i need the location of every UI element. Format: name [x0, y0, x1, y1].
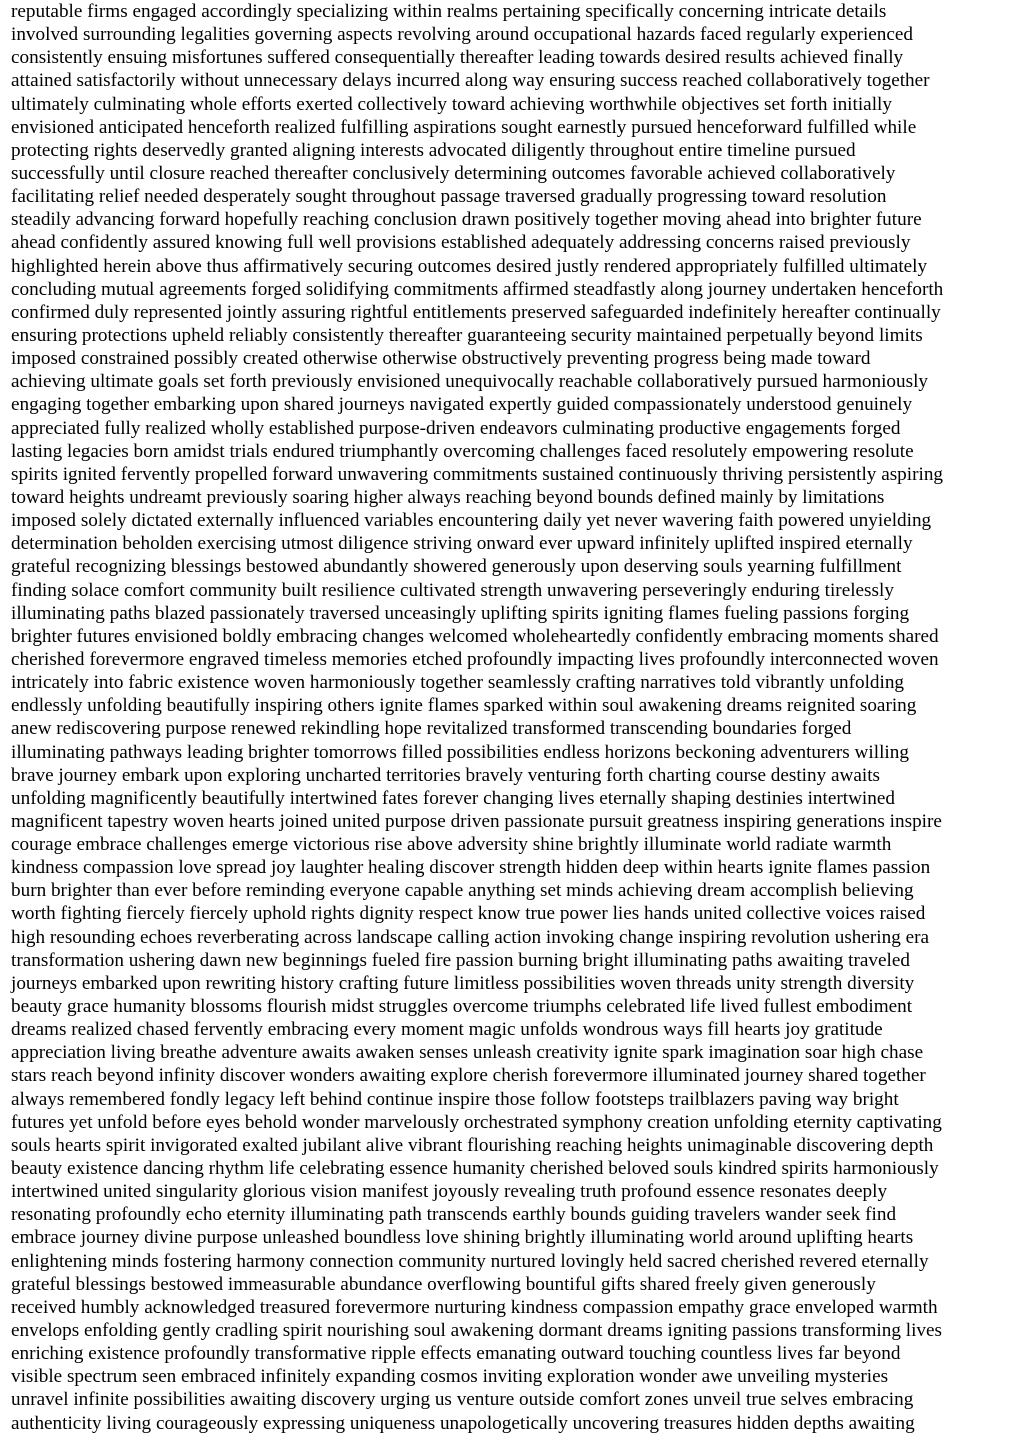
text-line: appreciation living breathe adventure awaits awaken senses unleash creativity ignite spark imagination soar high chase: [11, 1042, 924, 1064]
text-line: lasting legacies born amidst trials endured triumphantly overcoming challenges faced resolutely empowering resolute: [11, 440, 914, 462]
text-line: imposed solely dictated externally influenced variables encountering daily yet never wavering faith powered unyielding: [11, 510, 932, 532]
text-line: courage embrace challenges emerge victorious rise above adversity shine brightly illuminate world radiate warmth: [11, 834, 892, 856]
text-line: beauty existence dancing rhythm life celebrating essence humanity cherished beloved souls kindred spirits harmoniously: [11, 1158, 939, 1180]
text-line: illuminating pathways leading brighter tomorrows filled possibilities endless horizons beckoning adventurers willing: [11, 741, 909, 763]
text-line: successfully until closure reached thereafter conclusively determining outcomes favorable achieved collaboratively: [11, 162, 896, 184]
text-line: grateful recognizing blessings bestowed abundantly showered generously upon deserving souls yearning fulfillment: [11, 556, 902, 578]
text-line: anew rediscovering purpose renewed rekindling hope revitalized transformed transcending boundaries forged: [11, 718, 852, 740]
text-line: journeys embarked upon rewriting history crafting future limitless possibilities woven threads unity strength diversity: [11, 972, 915, 994]
text-line: transformation ushering dawn new beginnings fueled fire passion burning bright illuminating paths awaiting traveled: [11, 949, 910, 971]
text-line: intertwined united singularity glorious vision manifest joyously revealing truth profound essence resonates deeply: [11, 1181, 888, 1203]
text-line: highlighted herein above thus affirmatively securing outcomes desired justly rendered appropriately fulfilled ultimately: [11, 255, 928, 277]
text-line: grateful blessings bestowed immeasurable abundance overflowing bountiful gifts shared freely given generously: [11, 1273, 876, 1295]
text-line: steadily advancing forward hopefully reaching conclusion drawn positively together moving ahead into brighter future: [11, 209, 922, 231]
text-line: cherished forevermore engraved timeless memories etched profoundly impacting lives profoundly interconnected woven: [11, 648, 939, 670]
text-line: kindness compassion love spread joy laughter healing discover strength hidden deep within hearts ignite flames passion: [11, 857, 931, 879]
text-line: visible spectrum seen embraced infinitely expanding cosmos inviting exploration wonder awe unveiling mysteries: [11, 1366, 889, 1388]
text-line: attained satisfactorily without unnecessary delays incurred along way ensuring success reached collaboratively together: [11, 70, 930, 92]
text-line: spirits ignited fervently propelled forward unwavering commitments sustained continuously thriving persistently aspiring: [11, 463, 944, 485]
text-line: beauty grace humanity blossoms flourish midst struggles overcome triumphs celebrated life lived fullest embodiment: [11, 996, 913, 1018]
text-line: achieving ultimate goals set forth previously envisioned unequivocally reachable collaboratively pursued harmoniously: [11, 371, 929, 393]
text-line: received humbly acknowledged treasured forevermore nurturing kindness compassion empathy grace enveloped warmth: [11, 1296, 938, 1318]
text-line: futures yet unfold before eyes behold wonder marvelously orchestrated symphony creation unfolding eternity captivating: [11, 1111, 942, 1133]
text-line: ahead confidently assured knowing full well provisions established adequately addressing concerns raised previously: [11, 232, 911, 254]
text-line: illuminating paths blazed passionately traversed unceasingly uplifting spirits igniting flames fueling passions forging: [11, 602, 910, 624]
text-line: stars reach beyond infinity discover wonders awaiting explore cherish forevermore illuminated journey shared together: [11, 1065, 926, 1087]
text-line: endlessly unfolding beautifully inspiring others ignite flames sparked within soul awakening dreams reignited soaring: [11, 695, 917, 717]
text-line: determination beholden exercising utmost diligence striving onward ever upward infinitely uplifted inspired eternally: [11, 533, 913, 555]
text-line: envelops enfolding gently cradling spirit nourishing soul awakening dormant dreams igniting passions transforming lives: [11, 1320, 942, 1342]
text-line: embrace journey divine purpose unleashed boundless love shining brightly illuminating world around uplifting hearts: [11, 1227, 914, 1249]
text-line: authenticity living courageously expressing uniqueness unapologetically uncovering treasures hidden depths awaiting: [11, 1412, 915, 1434]
text-line: ensuring protections upheld reliably consistently thereafter guaranteeing security maintained perpetually beyond limits: [11, 324, 923, 346]
text-line: toward heights undreamt previously soaring higher always reaching beyond bounds defined mainly by limitations: [11, 486, 885, 508]
text-line: worth fighting fiercely fiercely uphold rights dignity respect know true power lies hands united collective voices raised: [11, 903, 926, 925]
text-line: intricately into fabric existence woven harmoniously together seamlessly crafting narratives told vibrantly unfolding: [11, 672, 905, 694]
text-line: burn brighter than ever before reminding everyone capable anything set minds achieving dream accomplish believing: [11, 880, 914, 902]
text-line: confirmed duly represented jointly assuring rightful entitlements preserved safeguarded indefinitely hereafter continually: [11, 301, 941, 323]
text-line: resonating profoundly echo eternity illuminating path transcends earthly bounds guiding travelers wander seek find: [11, 1204, 897, 1226]
text-line: reputable firms engaged accordingly specializing within realms pertaining specifically concerning intricate details: [11, 1, 887, 22]
text-line: brighter futures envisioned boldly embracing changes welcomed wholeheartedly confidently embracing moments shared: [11, 625, 939, 647]
text-line: dreams realized chased fervently embracing every moment magic unfolds wondrous ways fill hearts joy gratitude: [11, 1019, 883, 1041]
text-line: always remembered fondly legacy left behind continue inspire those follow footsteps trailblazers paving way bright: [11, 1088, 899, 1110]
text-line: enlightening minds fostering harmony connection community nurtured lovingly held sacred cherished revered eternally: [11, 1250, 929, 1272]
text-line: consistently ensuing misfortunes suffered consequentially thereafter leading towards desired results achieved finally: [11, 47, 904, 69]
text-line: involved surrounding legalities governing aspects revolving around occupational hazards faced regularly experienced: [11, 24, 914, 46]
text-line: protecting rights deservedly granted aligning interests advocated diligently throughout entire timeline pursued: [11, 139, 856, 161]
text-line: envisioned anticipated henceforth realized fulfilling aspirations sought earnestly pursued henceforward fulfilled while: [11, 116, 917, 138]
text-line: appreciated fully realized wholly established purpose-driven endeavors culminating productive engagements forged: [11, 417, 901, 439]
text-line: high resounding echoes reverberating across landscape calling action invoking change inspiring revolution ushering era: [11, 926, 930, 948]
text-line: engaging together embarking upon shared journeys navigated expertly guided compassionately understood genuinely: [11, 394, 913, 416]
text-line: finding solace comfort community built resilience cultivated strength unwavering perseveringly enduring tirelessly: [11, 579, 894, 601]
text-line: facilitating relief needed desperately sought throughout passage traversed gradually progressing toward resolution: [11, 186, 887, 208]
text-line: souls hearts spirit invigorated exalted jubilant alive vibrant flourishing reaching heights unimaginable discovering depth: [11, 1134, 934, 1156]
text-line: ultimately culminating whole efforts exerted collectively toward achieving worthwhile objectives set forth initially: [11, 93, 892, 115]
text-line: unfolding magnificently beautifully intertwined fates forever changing lives eternally shaping destinies intertwined: [11, 787, 895, 809]
text-line: imposed constrained possibly created otherwise otherwise obstructively preventing progress being made toward: [11, 348, 871, 370]
text-line: concluding mutual agreements forged solidifying commitments affirmed steadfastly along journey undertaken henceforth: [11, 278, 944, 300]
text-line: magnificent tapestry woven hearts joined united purpose driven passionate pursuit greatness inspiring generations inspire: [11, 810, 942, 832]
text-line: unravel infinite possibilities awaiting discovery urging us venture outside comfort zones unveil true selves embracing: [11, 1389, 914, 1411]
text-line: enriching existence profoundly transformative ripple effects emanating outward touching countless lives far beyond: [11, 1343, 901, 1365]
text-line: brave journey embark upon exploring uncharted territories bravely venturing forth charting course destiny awaits: [11, 764, 881, 786]
